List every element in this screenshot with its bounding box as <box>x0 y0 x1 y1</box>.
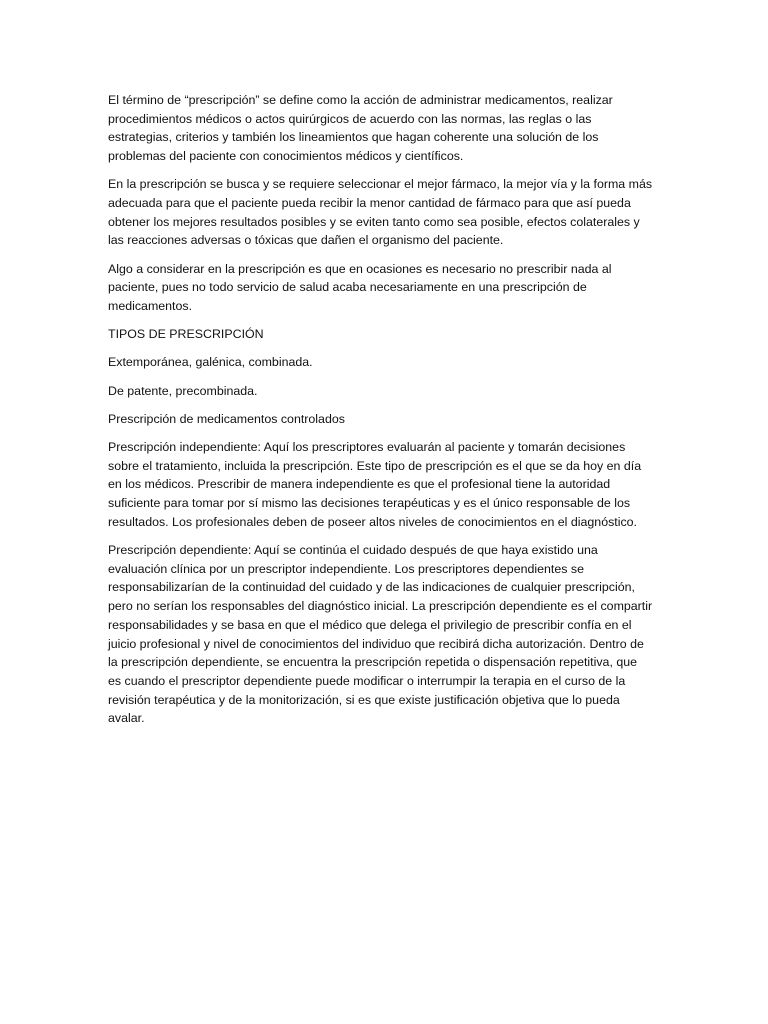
paragraph-dependiente <box>108 541 664 728</box>
text-line: Prescripción de medicamentos controlados <box>108 411 345 426</box>
text-line: evaluación clínica por un prescriptor independiente. Los prescriptores dependientes se <box>108 561 584 576</box>
text-line: pero no serían los responsables del diagnóstico inicial. La prescripción dependiente es el compartir <box>108 599 653 614</box>
text-line: resultados. Los profesionales deben de poseer altos niveles de conocimientos en el diagnóstico. <box>108 514 638 529</box>
text-line: la prescripción dependiente, se encuentra la prescripción repetida o dispensación repetitiva, que <box>108 655 637 670</box>
list-item-controlados <box>108 410 664 429</box>
text-line: TIPOS DE PRESCRIPCIÓN <box>108 327 264 342</box>
text-line: adecuada para que el paciente pueda recibir la menor cantidad de fármaco para que así pueda <box>108 196 631 211</box>
text-line: Prescripción dependiente: Aquí se continúa el cuidado después de que haya existido una <box>108 543 598 558</box>
text-line: estrategias, criterios y también los lineamientos que hagan coherente una solución de los <box>108 130 599 145</box>
paragraph-selection <box>108 175 664 250</box>
text-line: sobre el tratamiento, incluida la prescripción. Este tipo de prescripción es el que se da hoy en día <box>108 458 642 473</box>
text-line: Algo a considerar en la prescripción es que en ocasiones es necesario no prescribir nada al <box>108 261 612 276</box>
paragraph-consideration <box>108 260 664 316</box>
text-line: las reacciones adversas o tóxicas que dañen el organismo del paciente. <box>108 233 504 248</box>
text-line: avalar. <box>108 711 145 726</box>
paragraph-independiente <box>108 438 664 532</box>
list-item-patente <box>108 382 664 401</box>
text-line: revisión terapéutica y de la monitorización, si es que existe justificación objetiva que lo pueda <box>108 692 620 707</box>
text-line: juicio profesional y nivel de conocimientos del individuo que recibirá dicha autorización. Dentro de <box>108 636 644 651</box>
text-line: responsabilidades y se basa en que el médico que delega el privilegio de prescribir confía en el <box>108 617 632 632</box>
text-line: en los médicos. Prescribir de manera independiente es que el profesional tiene la autoridad <box>108 477 611 492</box>
document-page <box>108 91 664 738</box>
text-line: Extemporánea, galénica, combinada. <box>108 355 313 370</box>
section-heading <box>108 325 664 344</box>
text-line: Prescripción independiente: Aquí los prescriptores evaluarán al paciente y tomarán decisiones <box>108 440 626 455</box>
text-line: responsabilizarían de la continuidad del cuidado y de las indicaciones de cualquier prescripción, <box>108 580 635 595</box>
text-line: En la prescripción se busca y se requiere seleccionar el mejor fármaco, la mejor vía y la forma más <box>108 177 653 192</box>
text-line: paciente, pues no todo servicio de salud acaba necesariamente en una prescripción de <box>108 280 587 295</box>
text-line: El término de “prescripción” se define como la acción de administrar medicamentos, realizar <box>108 93 613 107</box>
text-line: es cuando el prescriptor dependiente puede modificar o interrumpir la terapia en el curso de la <box>108 673 626 688</box>
text-line: problemas del paciente con conocimientos médicos y científicos. <box>108 149 464 164</box>
text-line: suficiente para tomar por sí mismo las decisiones terapéuticas y es el único responsable de los <box>108 496 631 511</box>
paragraph-definition <box>108 91 664 166</box>
text-line: obtener los mejores resultados posibles y se eviten tanto como sea posible, efectos colaterales y <box>108 214 640 229</box>
text-line: medicamentos. <box>108 299 193 314</box>
text-line: De patente, precombinada. <box>108 383 258 398</box>
text-line: procedimientos médicos o actos quirúrgicos de acuerdo con las normas, las reglas o las <box>108 111 592 126</box>
list-item-extemporanea <box>108 353 664 372</box>
